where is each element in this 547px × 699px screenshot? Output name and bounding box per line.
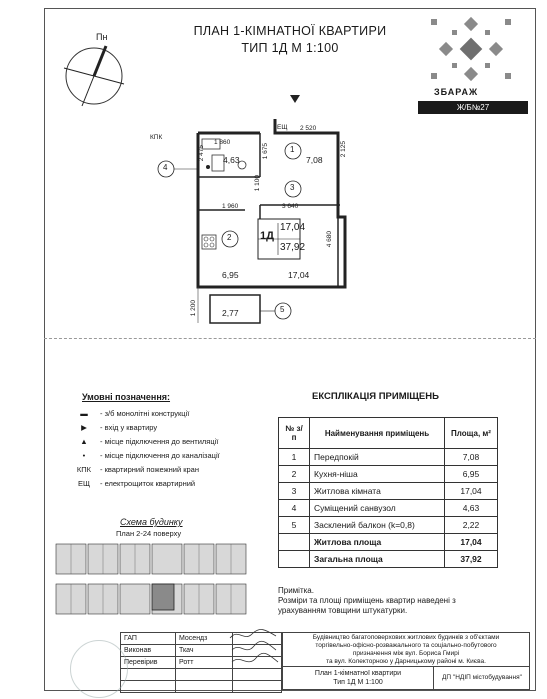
legend-symbol: КПК [76, 464, 92, 474]
building-scheme [54, 540, 250, 620]
logo-name: ЗБАРАЖ [434, 87, 479, 97]
divider [283, 666, 529, 667]
organization: ДП "НДІП містобудування" [442, 674, 522, 681]
building-number: Ж/Б№27 [418, 101, 528, 114]
esh-label: ЕЩ [277, 124, 288, 131]
row-number: 5 [279, 517, 310, 534]
room-5-num: 5 [280, 305, 285, 314]
table-row-living [279, 534, 498, 551]
table-row [279, 517, 498, 534]
room-1-num: 1 [290, 145, 295, 154]
divider [433, 666, 434, 689]
dim-door-w: 1 100 [254, 175, 261, 192]
row-area: 4,63 [445, 500, 498, 517]
col-name: Найменування приміщень [310, 418, 445, 449]
dim-4680: 4 680 [326, 231, 333, 248]
legend-text: - місце підключення до вентиляції [100, 436, 219, 446]
legend-item [74, 448, 254, 462]
logo [412, 12, 530, 118]
kpk-label: КПК [150, 134, 163, 141]
sewer-icon: • [82, 450, 86, 460]
row-area: 17,04 [445, 483, 498, 500]
table-row [279, 483, 498, 500]
stamp-role: Виконав [121, 645, 176, 657]
table-row [279, 449, 498, 466]
plan-line-2: Тип 1Д М 1:100 [333, 679, 383, 686]
row-number: 2 [279, 466, 310, 483]
living-area-label: Житлова площа [310, 534, 445, 551]
scheme-title: Схема будинку [120, 517, 183, 527]
project-line-1: Будівництво багатоповерхових житлових будинків з об'єктами [312, 634, 500, 641]
stamp-role: ГАП [121, 633, 176, 645]
legend-text: - з/б монолітні конструкції [100, 408, 190, 418]
signatures-icon [226, 628, 282, 672]
seal-stamp [70, 640, 128, 698]
compass [56, 32, 126, 108]
room-1-area: 7,08 [306, 155, 323, 165]
room-2-area: 6,95 [222, 270, 239, 280]
dim-bath-height: 2 475 [198, 145, 205, 162]
legend-text: - квартирний пожежний кран [100, 464, 199, 474]
stamp-name: Мосендз [176, 633, 233, 645]
total-area-value: 37,92 [445, 551, 498, 568]
table-row [279, 500, 498, 517]
legend-item [74, 420, 254, 434]
row-name: Кухня-ніша [310, 466, 445, 483]
row-area: 6,95 [445, 466, 498, 483]
dim-right-h: 2 125 [340, 141, 347, 158]
stamp-name: Ротт [176, 657, 233, 669]
entrance-arrow-icon [290, 95, 300, 103]
dim-3640: 3 640 [282, 203, 299, 210]
row-name: Суміщений санвузол [310, 500, 445, 517]
living-area-value: 17,04 [445, 534, 498, 551]
room-2-num: 2 [227, 233, 232, 242]
row-name: Засклений балкон (k=0,8) [310, 517, 445, 534]
col-area: Площа, м² [445, 418, 498, 449]
project-box [282, 632, 530, 690]
legend-text: - електрощиток квартирний [100, 478, 196, 488]
building-scheme-drawing [54, 540, 250, 620]
row-area: 2,22 [445, 517, 498, 534]
legend [74, 392, 254, 490]
stamp-role: Перевірив [121, 657, 176, 669]
separator [44, 338, 536, 339]
row-number: 4 [279, 500, 310, 517]
legend-item [74, 476, 254, 490]
dim-1960: 1 960 [222, 203, 239, 210]
note-text-2: урахуванням товщини штукатурки. [278, 606, 408, 615]
col-number: № з/п [279, 418, 310, 449]
concrete-icon: ▬ [80, 408, 88, 418]
legend-text: - місце підключення до каналізації [100, 450, 220, 460]
legend-title: Умовні позначення: [82, 392, 171, 402]
entrance-icon: ▶ [81, 422, 87, 432]
room-3-area: 17,04 [288, 270, 310, 280]
room-4-area: 4,63 [223, 155, 240, 165]
floor-plan-drawing [150, 95, 360, 325]
scheme-subtitle: План 2-24 поверху [116, 529, 182, 538]
row-number: 3 [279, 483, 310, 500]
project-line-3: призначення між вул. Бориса Гмирі [352, 650, 460, 657]
compass-icon [56, 38, 126, 108]
legend-symbol: ЕЩ [77, 478, 91, 488]
apartment-total-area: 37,92 [280, 242, 306, 253]
note-title: Примітка. [278, 586, 314, 595]
dim-bath-width: 1 860 [214, 139, 231, 146]
table-header-row [279, 418, 498, 449]
legend-item [74, 434, 254, 448]
page-title: ПЛАН 1-КІМНАТНОЇ КВАРТИРИ [193, 24, 387, 38]
project-line-4: та вул. Колекторною у Дарницькому районі м. Києва. [326, 658, 486, 665]
legend-text: - вхід у квартиру [100, 422, 158, 432]
row-area: 7,08 [445, 449, 498, 466]
page-subtitle: ТИП 1Д М 1:100 [241, 41, 339, 55]
row-number: 1 [279, 449, 310, 466]
apartment-type: 1Д [260, 230, 274, 242]
ventilation-icon: ▲ [80, 436, 88, 446]
note-text-1: Розміри та площі приміщень квартир наведені з [278, 596, 456, 605]
ornament-logo-icon [426, 14, 516, 84]
table-row-total [279, 551, 498, 568]
stamp-row [121, 681, 282, 693]
room-3-num: 3 [290, 183, 295, 192]
apartment-living-area: 17,04 [280, 222, 306, 233]
explication-title: ЕКСПЛІКАЦІЯ ПРИМІЩЕНЬ [312, 391, 439, 402]
legend-item [74, 406, 254, 420]
north-label: Пн [96, 32, 108, 42]
legend-item [74, 462, 254, 476]
dim-balcony-h: 1 200 [190, 300, 197, 317]
table-row [279, 466, 498, 483]
plan-line-1: План 1-кімнатної квартири [314, 670, 402, 677]
explication-table [278, 417, 498, 568]
row-name: Житлова кімната [310, 483, 445, 500]
dim-corridor-h: 1 675 [262, 143, 269, 160]
floor-plan [150, 95, 360, 325]
room-4-num: 4 [163, 163, 168, 172]
row-name: Передпокій [310, 449, 445, 466]
room-5-area: 2,77 [222, 308, 239, 318]
total-area-label: Загальна площа [310, 551, 445, 568]
dim-top-width: 2 520 [300, 125, 317, 132]
project-line-2: торгівельно-офісно-розважального та соціально-побутового [315, 642, 497, 649]
stamp-name: Ткач [176, 645, 233, 657]
